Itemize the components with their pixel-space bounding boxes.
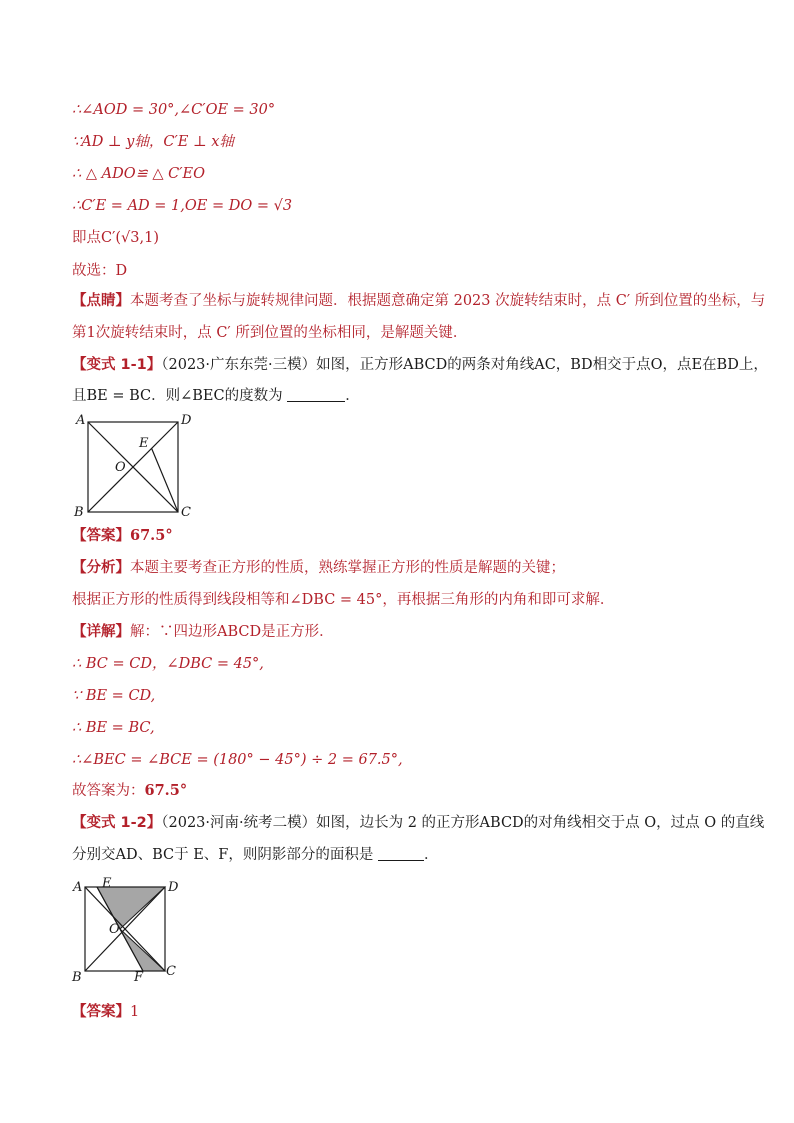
v11-answer-value: 67.5° <box>130 527 173 544</box>
v11-label-e: E <box>139 436 149 451</box>
v12-question-text-2: 分别交AD、BC于 E、F，则阴影部分的面积是 <box>72 847 374 863</box>
dianjing-line-1 <box>72 291 765 311</box>
v11-question-text-1: （2023·广东东莞·三模）如图，正方形ABCD的两条对角线AC，BD相交于点O，点E在BD上， <box>161 357 768 373</box>
step-line-2: ∵AD ⊥ y轴，C′E ⊥ x轴 <box>72 134 234 150</box>
v11-question-text-2: 且BE = BC．则∠BEC的度数为 <box>72 388 283 404</box>
v11-square-figure <box>70 410 200 522</box>
v12-question-line-2 <box>72 845 438 865</box>
v11-detail-line-5: ∴∠BEC = ∠BCE = (180° − 45°) ÷ 2 = 67.5°, <box>72 752 403 768</box>
v11-analysis-line-1 <box>72 558 565 578</box>
v12-label-f: F <box>134 970 144 985</box>
step-line-1: ∴∠AOD = 30°,∠C′OE = 30° <box>72 102 276 118</box>
v11-final-answer-line <box>72 781 187 801</box>
v12-label-o: O <box>109 922 120 937</box>
v11-label-b: B <box>74 505 84 520</box>
dianjing-tag: 【点睛】 <box>72 293 130 309</box>
v11-label-c: C <box>181 505 191 520</box>
v11-final-value: 67.5° <box>144 782 188 799</box>
dianjing-line-2: 第1次旋转结束时，点 C′ 所到位置的坐标相同，是解题关键． <box>72 325 468 341</box>
v11-detail-tag: 【详解】 <box>72 624 130 640</box>
v11-detail-line-1 <box>72 622 334 642</box>
v11-label-d: D <box>181 413 192 428</box>
v12-question-text-1: （2023·河南·统考二模）如图，边长为 2 的正方形ABCD的对角线相交于点 O，过点 O 的直线 <box>161 815 765 831</box>
v11-label-a: A <box>76 413 86 428</box>
v12-square-figure <box>68 875 188 987</box>
v11-analysis-line-2: 根据正方形的性质得到线段相等和∠DBC = 45°，再根据三角形的内角和即可求解． <box>72 592 615 608</box>
step-line-5: 即点C′(√3,1) <box>72 230 159 246</box>
v11-answer-blank <box>287 387 345 402</box>
v12-label-a: A <box>73 880 83 895</box>
v11-detail-line-2: ∴ BC = CD，∠DBC = 45°, <box>72 656 264 672</box>
v12-label-b: B <box>72 970 82 985</box>
v11-question-line-1 <box>72 355 768 375</box>
v12-label-d: D <box>168 880 179 895</box>
v11-detail-line-4: ∴ BE = BC, <box>72 720 155 736</box>
v11-detail-text-1: 解：∵四边形ABCD是正方形． <box>130 624 334 640</box>
v12-question-line-1 <box>72 813 764 833</box>
v11-answer-tag: 【答案】 <box>72 528 130 544</box>
v12-question-end: ． <box>423 847 439 863</box>
v12-label-e: E <box>102 876 112 891</box>
v11-label-o: O <box>115 460 126 475</box>
v12-label-c: C <box>166 964 176 979</box>
v12-tag: 【变式 1-2】 <box>72 815 162 831</box>
step-line-4: ∴C′E = AD = 1,OE = DO = √3 <box>72 198 293 214</box>
step-line-6: 故选：D <box>72 263 128 279</box>
v11-segment-ec <box>152 448 178 512</box>
dianjing-text-1: 本题考查了坐标与旋转规律问题．根据题意确定第 2023 次旋转结束时，点 C′ 所到位置的坐标，与 <box>130 293 766 309</box>
v11-tag: 【变式 1-1】 <box>72 357 162 373</box>
v12-answer-tag: 【答案】 <box>72 1004 130 1020</box>
v11-answer-line <box>72 526 173 546</box>
v11-final-label: 故答案为： <box>72 783 145 799</box>
step-line-3: ∴ △ ADO≌ △ C′EO <box>72 166 205 182</box>
v11-analysis-text-1: 本题主要考查正方形的性质，熟练掌握正方形的性质是解题的关键； <box>130 560 565 576</box>
v12-answer-line <box>72 1002 139 1022</box>
v11-question-end: ． <box>345 388 360 404</box>
v11-question-line-2 <box>72 386 360 406</box>
v12-answer-value: 1 <box>130 1004 140 1020</box>
v12-answer-blank <box>378 846 424 861</box>
v11-detail-line-3: ∵ BE = CD, <box>72 688 156 704</box>
v11-analysis-tag: 【分析】 <box>72 560 130 576</box>
